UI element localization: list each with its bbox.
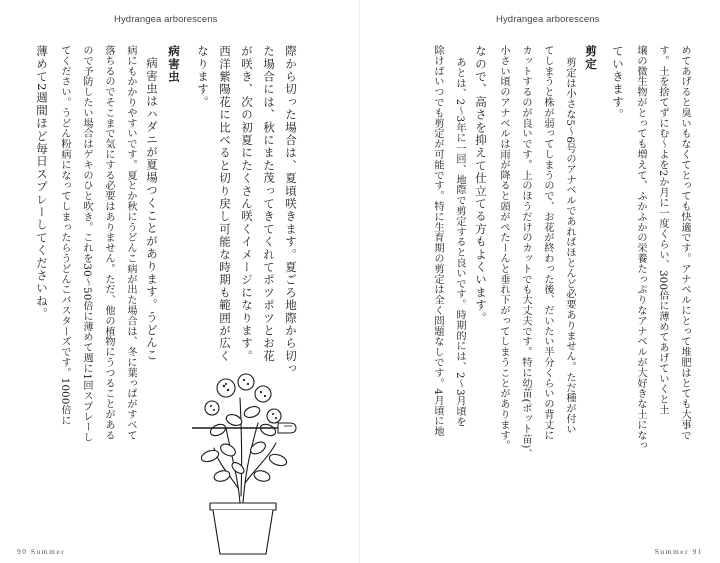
text-column: が咲き、次の初夏にたくさん咲くイメージになります。 <box>240 45 254 363</box>
text-column: 落ちるのでそこまで気にする必要はありません。ただ、他の植物にうつることがある <box>103 45 114 441</box>
page-number: 90 Summer <box>17 547 66 556</box>
text-column: なります。 <box>196 45 210 109</box>
text-column: 際から切った場合は、夏頃咲きます。夏ごろ地際から切っ <box>284 45 298 376</box>
page-number: Summer 91 <box>654 547 703 556</box>
text-column: 薄めて2週間ほど毎日スプレーしてくださいね。 <box>35 45 49 321</box>
text-column: 西洋紫陽花に比べると切り戻し可能な時期も範囲が広く <box>218 45 232 363</box>
text-column: 小さい頃のアナベルは雨が降ると頭がぺたーんと垂れ下がってしまうことがあります。 <box>498 45 509 451</box>
hydrangea-plant-illustration <box>188 368 298 558</box>
text-column: てしまうと株が弱ってしまうので、お花が終わった後、だいたい半分くらいの背丈に <box>542 45 553 441</box>
right-page <box>360 0 720 563</box>
text-column: ていきます。 <box>611 45 625 122</box>
text-column: てください。うどん粉病になってしまったらうどんこバスターズです。1000倍に <box>59 45 70 426</box>
text-column: 壌の微生物がとっても増えて、ふかふかの栄養たっぷりなアナベルが大好きな土になっ <box>635 45 646 451</box>
text-column: カットするのが良いです。上のほうだけのカットでも大丈夫です。特に幼苗(ポット苗)、 <box>520 45 531 459</box>
section-title: 病害虫 <box>167 45 181 84</box>
text-column: た場合には、秋にまた茂ってきてくれてポツポツとお花 <box>262 45 276 363</box>
text-column: あとは、2〜3年に一回、地際で剪定すると良いです。時期的には、2〜3月頃を <box>454 57 465 427</box>
text-column: 剪定は小さな5〜6号のアナベルであればほとんど必要ありません。ただ種が付い <box>564 57 575 435</box>
text-column: なので、高さを抑えて仕立てる方もよくいます。 <box>474 45 488 325</box>
section-title: 剪定 <box>584 45 598 71</box>
running-head: Hydrangea arborescens <box>114 14 218 25</box>
running-head: Hydrangea arborescens <box>496 14 600 25</box>
text-column: 除けばいつでも剪定が可能です。特に生育期の剪定は全く問題なしです。4月頃に地 <box>432 45 443 437</box>
text-column: す。土を捨てずにむ〜よを2か月に一度くらい、300倍に薄めてあげていくと土 <box>657 45 668 415</box>
text-column: 病にもかかりやすいです。夏とか秋にうどんこ病が出た場合は、冬に葉っぱがすべて <box>125 45 136 441</box>
text-column: ので予防したい場合はゲキのひと吹き。これを30〜50倍に薄めて週に1回スプレーし <box>81 45 92 443</box>
text-column: 病害虫はハダニが夏場つくことがあります。うどんこ <box>145 57 159 362</box>
text-column: めてあげると臭いもなくてとっても快適です。アナベルにとって堆肥はとても大事で <box>679 45 690 441</box>
